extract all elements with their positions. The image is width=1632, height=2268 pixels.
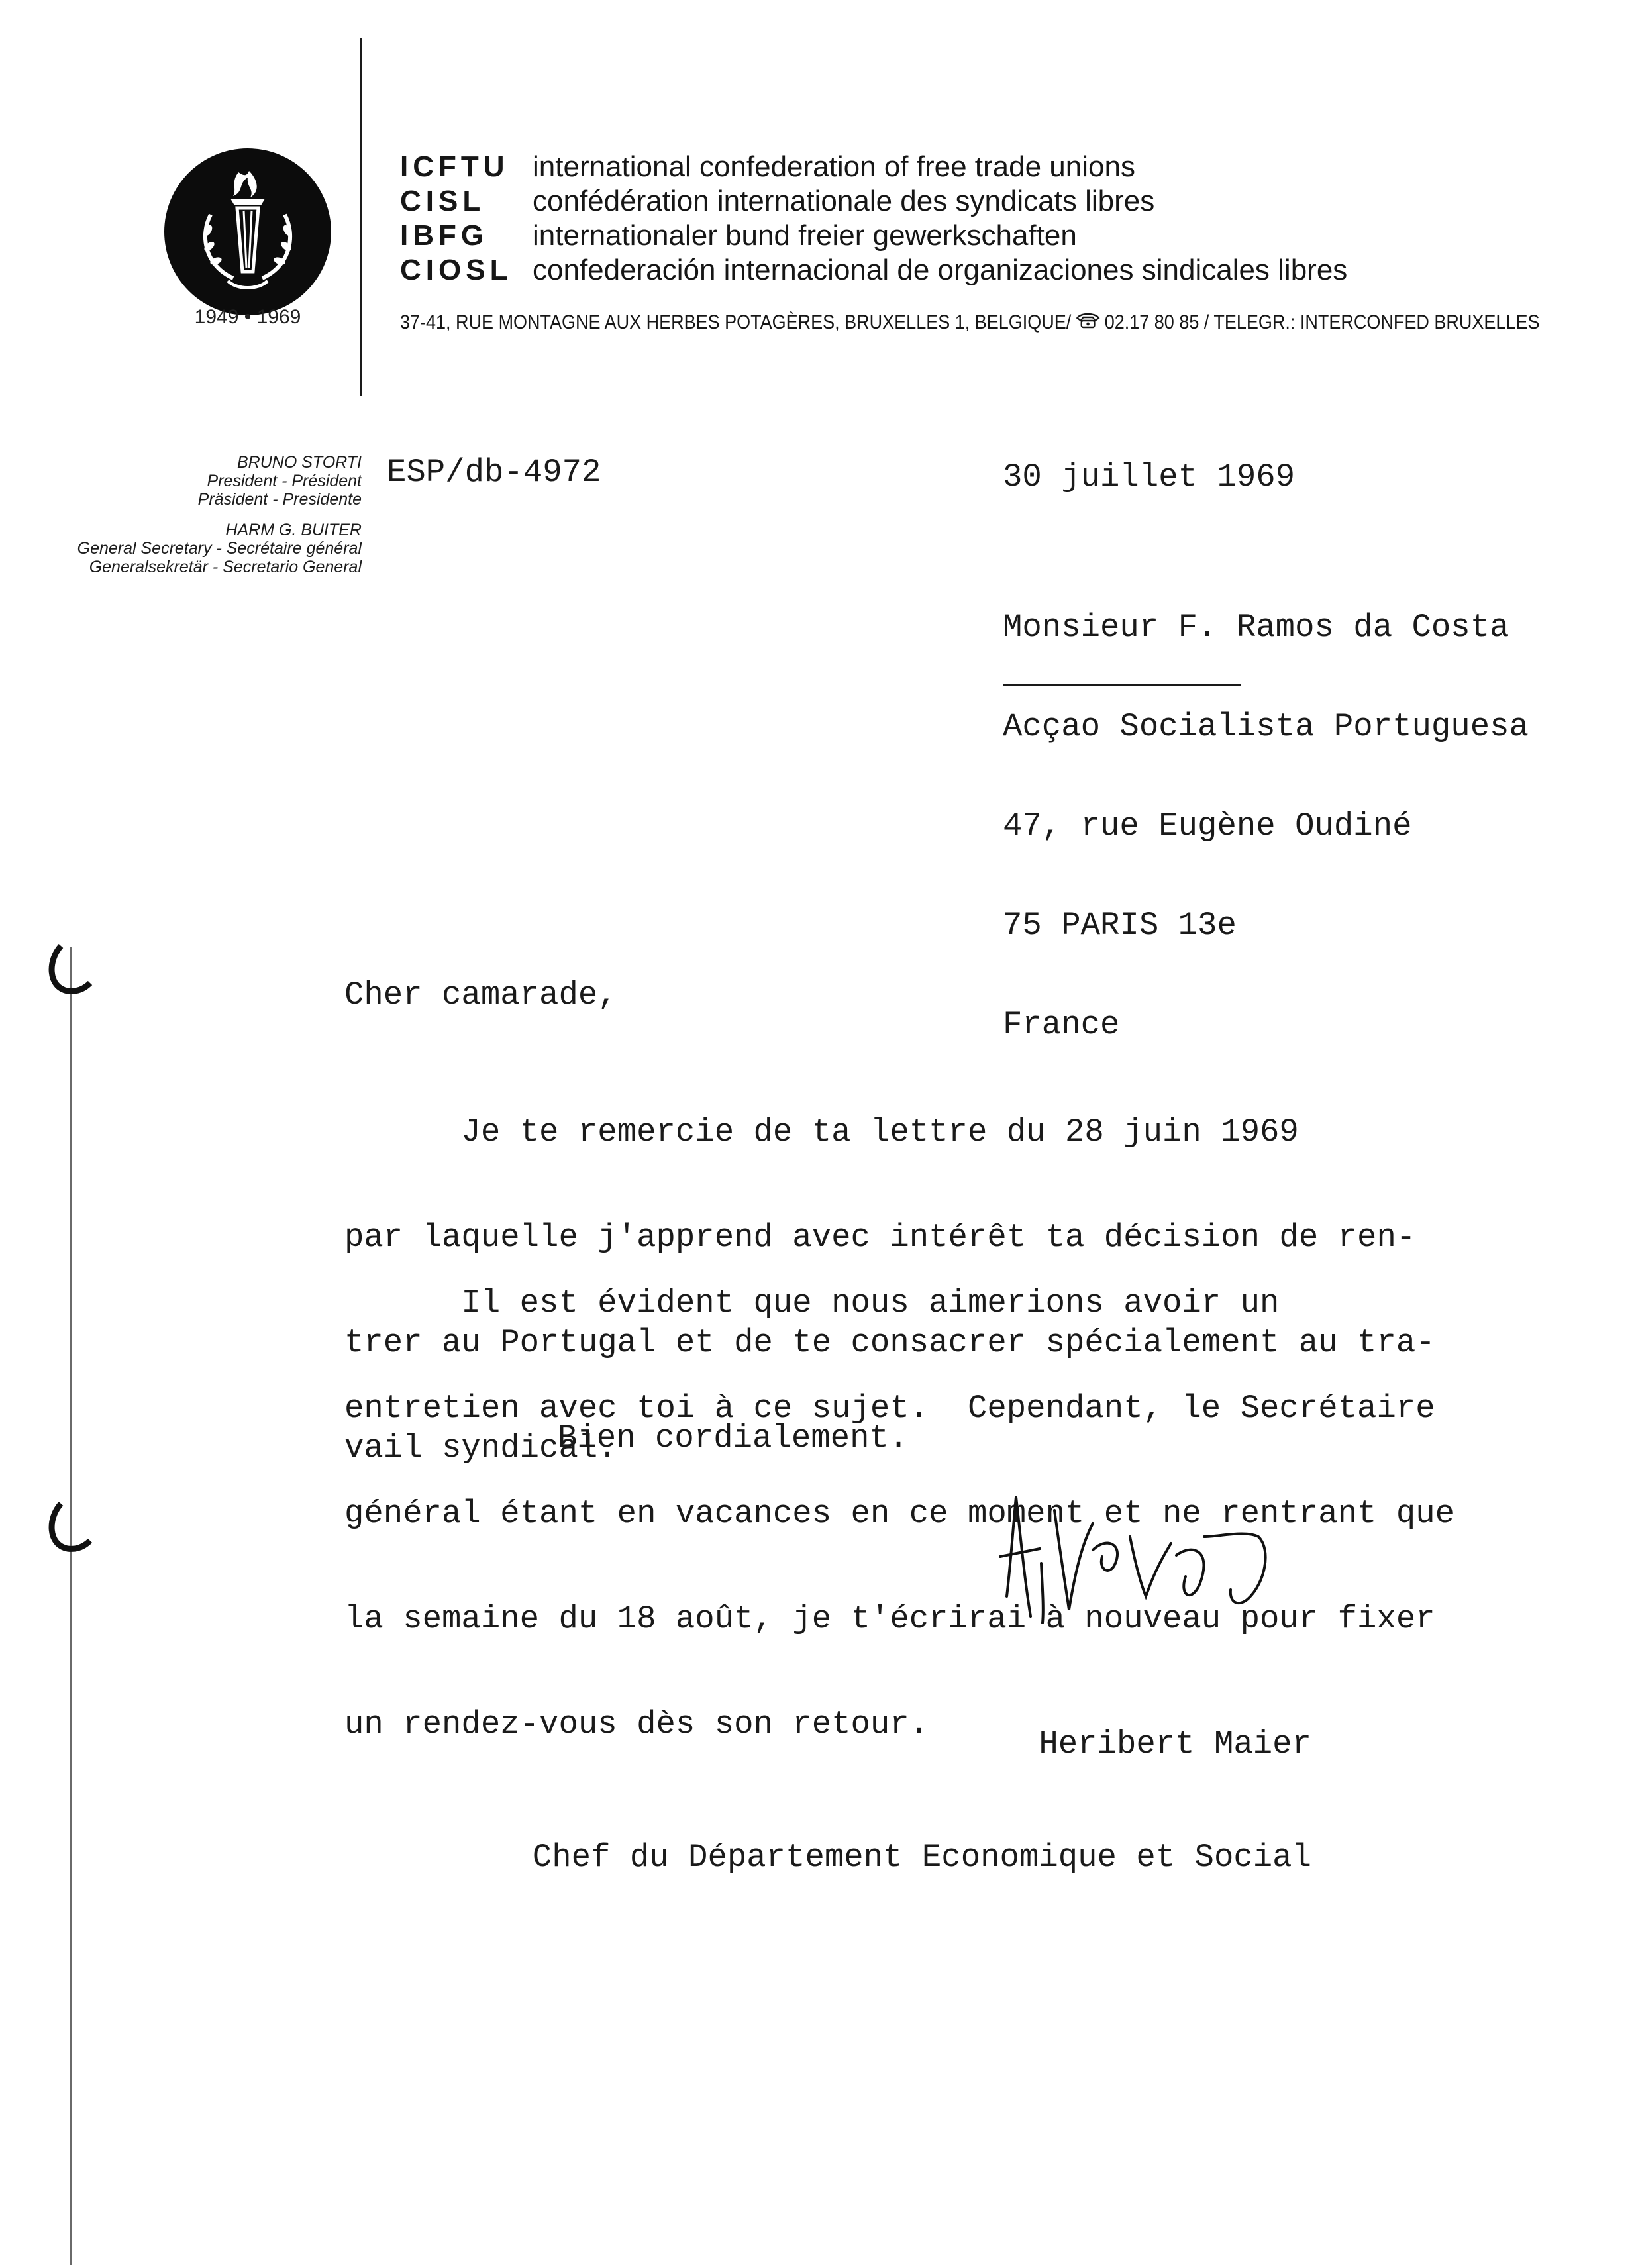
body-line: Je te remercie de ta lettre du 28 juin 1969 <box>344 1113 1299 1151</box>
closing: Bien cordialement. <box>558 1419 909 1457</box>
president-title: Präsident - Presidente <box>197 490 362 509</box>
torch-laurel-icon <box>164 148 331 315</box>
header-divider <box>360 38 362 396</box>
secretary-title: Generalsekretär - Secretario General <box>89 558 362 576</box>
officers-block <box>77 453 362 576</box>
margin-line <box>70 947 72 2265</box>
org-abbreviation: CIOSL <box>400 254 513 286</box>
body-line: la semaine du 18 août, je t'écrirai à nouveau pour fixer <box>344 1600 1435 1637</box>
addressee-block <box>1003 544 1529 1074</box>
body-line: trer au Portugal et de te consacrer spécialement au tra- <box>344 1324 1435 1361</box>
secretary-title: General Secretary - Secrétaire général <box>77 539 362 558</box>
body-line: par laquelle j'apprend avec intérêt ta décision de ren- <box>344 1219 1416 1256</box>
postal-address-line <box>400 311 1539 334</box>
org-full-name: international confederation of free trade unions <box>533 150 1135 183</box>
body-line: vail syndical. <box>344 1429 617 1467</box>
addressee-line: Monsieur F. Ramos da Costa <box>1003 609 1509 646</box>
body-line: Il est évident que nous aimerions avoir un <box>344 1284 1280 1321</box>
org-abbreviation: CISL <box>400 185 485 217</box>
handwritten-signature <box>994 1484 1298 1636</box>
organisation-emblem <box>164 148 331 315</box>
addressee-line: Acçao Socialista Portuguesa <box>1003 708 1529 745</box>
president-name: BRUNO STORTI <box>237 453 362 472</box>
organisation-names <box>400 150 1347 287</box>
telephone-icon <box>1075 311 1101 334</box>
signer-block <box>533 1650 1311 1914</box>
punch-mark-icon <box>41 941 93 1000</box>
addressee-line: France <box>1003 1006 1120 1043</box>
body-line: un rendez-vous dès son retour. <box>344 1706 929 1743</box>
street-address: 37-41, RUE MONTAGNE AUX HERBES POTAGÈRES, BRUXELLES 1, BELGIQUE/ <box>400 311 1072 333</box>
phone-telegram: 02.17 80 85 / TELEGR.: INTERCONFED BRUXELLES <box>1104 311 1540 333</box>
body-line: général étant en vacances en ce moment et ne rentrant que <box>344 1495 1455 1532</box>
org-row-ibfg <box>400 219 1347 253</box>
org-abbreviation: IBFG <box>400 219 489 252</box>
org-abbreviation: ICFTU <box>400 150 509 183</box>
org-full-name: confédération internationale des syndicats libres <box>533 185 1155 217</box>
org-full-name: internationaler bund freier gewerkschaften <box>533 219 1077 252</box>
org-row-icftu <box>400 150 1347 184</box>
signer-title: Chef du Département Economique et Social <box>532 1839 1311 1876</box>
org-row-ciosl <box>400 253 1347 287</box>
secretary-name: HARM G. BUITER <box>225 521 362 539</box>
addressee-line: 75 PARIS 13e <box>1003 907 1237 944</box>
punch-mark-icon <box>41 1498 93 1558</box>
address-underline <box>1003 684 1241 686</box>
signer-name: Heribert Maier <box>1039 1726 1311 1763</box>
letter-date: 30 juillet 1969 <box>1003 458 1296 495</box>
org-full-name: confederación internacional de organizaciones sindicales libres <box>533 254 1348 286</box>
reference-number: ESP/db-4972 <box>387 454 601 491</box>
president-title: President - Président <box>207 472 362 490</box>
salutation: Cher camarade, <box>344 976 617 1013</box>
anniversary-years: 1949 • 1969 <box>194 306 301 328</box>
body-line: entretien avec toi à ce sujet. Cependant, le Secrétaire <box>344 1390 1435 1427</box>
addressee-line: 47, rue Eugène Oudiné <box>1003 807 1412 845</box>
org-row-cisl <box>400 184 1347 219</box>
